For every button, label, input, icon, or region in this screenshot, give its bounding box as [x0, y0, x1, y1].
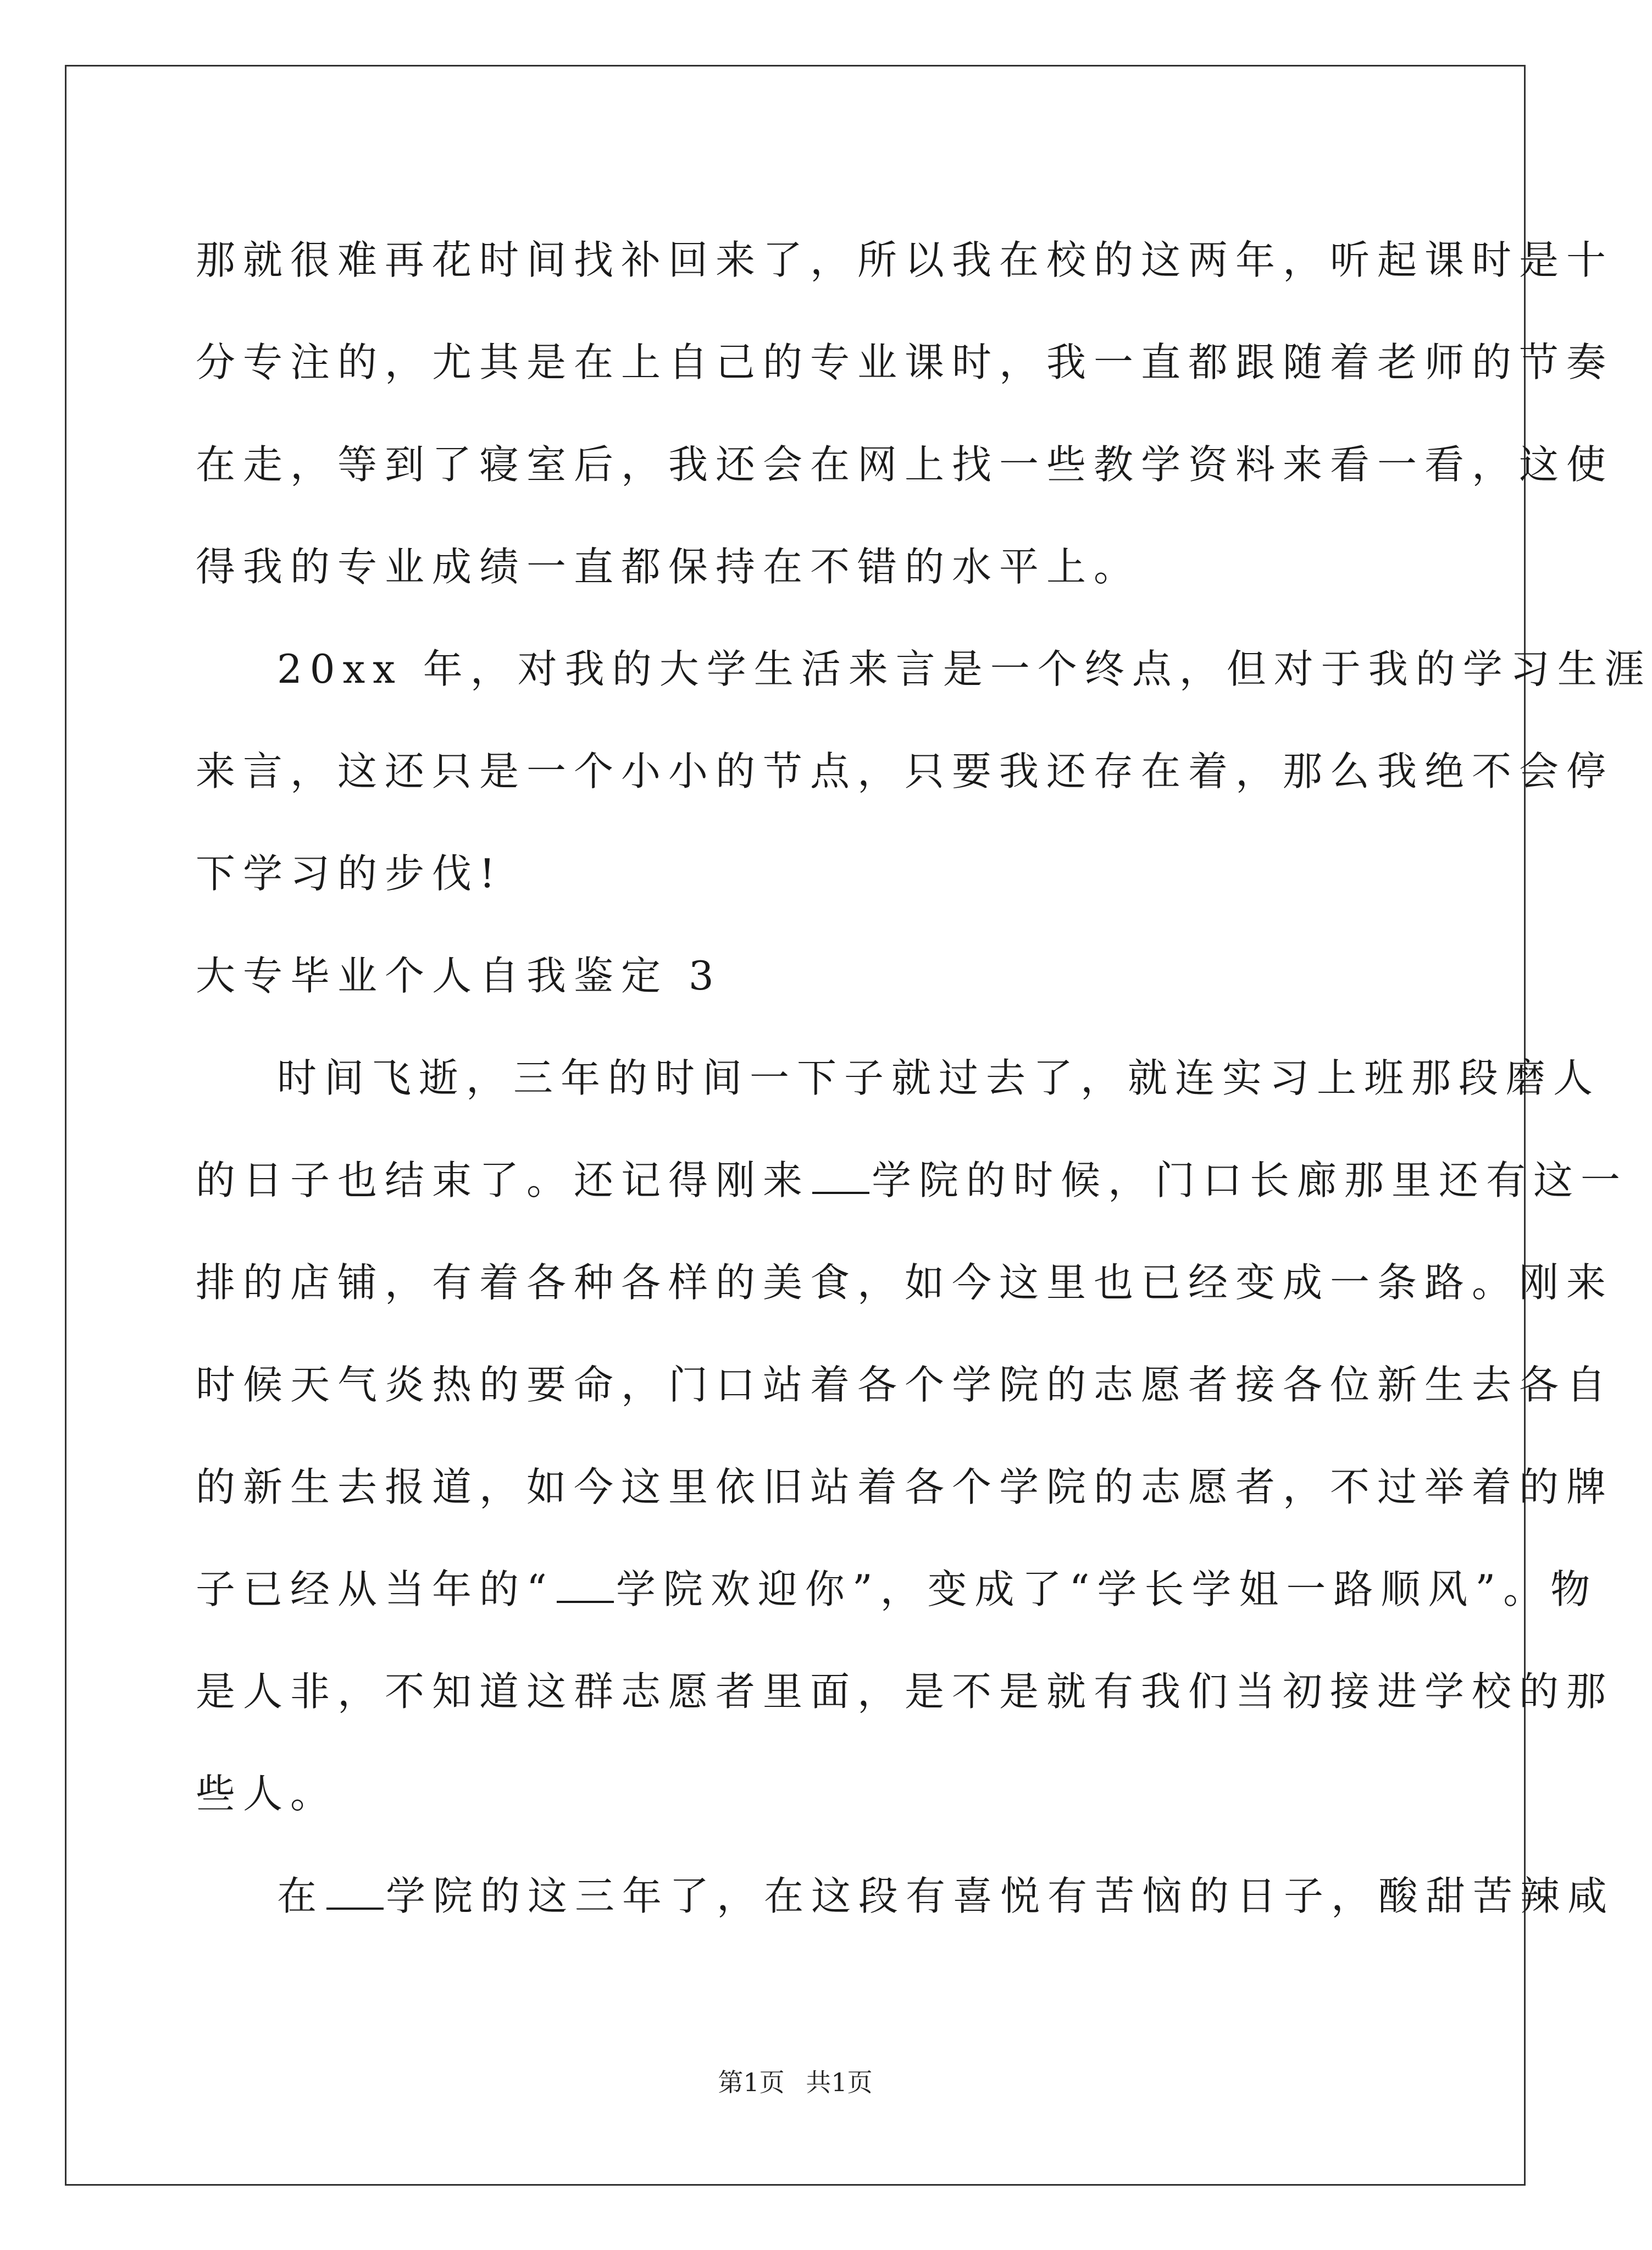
- text-line: 排的店铺，有着各种各样的美食，如今这里也已经变成一条路。刚来: [196, 1259, 1614, 1306]
- text-segment: 在: [277, 1873, 325, 1919]
- text-line: [196, 1538, 1598, 1640]
- page-footer: [0, 2063, 1590, 2099]
- page-number: 第1页: [718, 2067, 785, 2097]
- text-segment: 学院欢迎你”，变成了“学长学姐一路顺风”。物: [616, 1566, 1598, 1612]
- text-segment: 学院的这三年了，在这段有喜悦有苦恼的日子，酸甜苦辣咸: [386, 1873, 1615, 1919]
- section-heading: 大专毕业个人自我鉴定 3: [196, 953, 722, 999]
- text-line: 些人。: [196, 1771, 338, 1817]
- text-line: 分专注的，尤其是在上自己的专业课时，我一直都跟随着老师的节奏: [196, 339, 1614, 385]
- text-line: 在走，等到了寝室后，我还会在网上找一些教学资料来看一看，这使: [196, 441, 1614, 488]
- text-segment: 的日子也结束了。还记得刚来: [196, 1157, 811, 1203]
- text-segment: 学院的时候，门口长廊那里还有这一: [872, 1157, 1628, 1203]
- text-line: 那就很难再花时间找补回来了，所以我在校的这两年，听起课时是十: [196, 237, 1614, 283]
- paragraph-start-line: 20xx 年，对我的大学生活来言是一个终点，但对于我的学习生涯: [277, 646, 1652, 692]
- text-line: [196, 1129, 1628, 1231]
- fill-in-blank: [326, 1873, 384, 1910]
- text-line: 来言，这还只是一个小小的节点，只要我还存在着，那么我绝不会停: [196, 748, 1614, 794]
- fill-in-blank: [557, 1567, 614, 1603]
- paragraph-start-line: [196, 1845, 1615, 1947]
- text-line: 时候天气炎热的要命，门口站着各个学院的志愿者接各位新生去各自: [196, 1362, 1614, 1408]
- document-body: [196, 209, 1652, 1947]
- paragraph-start-line: 时间飞逝，三年的时间一下子就过去了，就连实习上班那段磨人: [277, 1055, 1601, 1101]
- text-segment: 子已经从当年的“: [196, 1566, 555, 1612]
- page-total: 共1页: [806, 2067, 873, 2097]
- fill-in-blank: [812, 1158, 869, 1194]
- text-line: 得我的专业成绩一直都保持在不错的水平上。: [196, 544, 1141, 590]
- text-line: 下学习的步伐!: [196, 850, 503, 897]
- text-line: 的新生去报道，如今这里依旧站着各个学院的志愿者，不过举着的牌: [196, 1464, 1614, 1510]
- text-line: 是人非，不知道这群志愿者里面，是不是就有我们当初接进学校的那: [196, 1668, 1614, 1715]
